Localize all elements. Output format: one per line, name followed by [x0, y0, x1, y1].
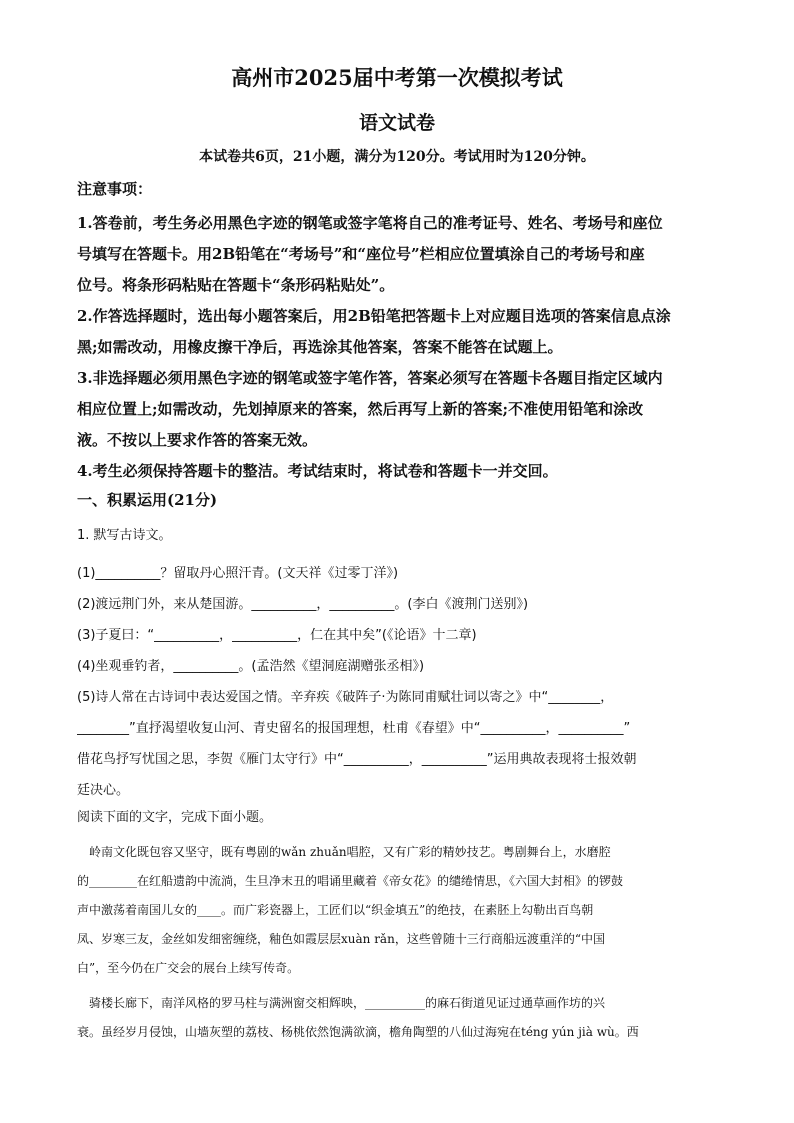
passage-line: 骑楼长廊下，南洋风格的罗马柱与满洲窗交相辉映，__________的麻石街道见证过通草画作坊的兴 — [89, 996, 606, 1010]
question-1 — [77, 522, 727, 806]
notes-heading: 注意事项： — [77, 180, 153, 198]
reading-passage — [77, 838, 727, 1047]
passage-line: 衰。虽经岁月侵蚀，山墙灰塑的荔枝、杨桃依然饱满欲滴，檐角陶塑的八仙过海宛在téng yún jià wù。西 — [77, 1025, 639, 1039]
passage-line: 岭南文化既包容又坚守，既有粤剧的wǎn zhuǎn唱腔，又有广彩的精妙技艺。粤剧舞台上，水磨腔 — [89, 845, 611, 859]
passage-line: 白”，至今仍在广交会的展台上续写传奇。 — [77, 961, 300, 975]
question-title: 1. 默写古诗文。 — [77, 528, 172, 543]
exam-subject: 语文试卷 — [358, 112, 435, 134]
notes-line: 位号。将条形码粘贴在答题卡“条形码粘贴处”。 — [77, 276, 395, 294]
reading-instruction: 阅读下面的文字，完成下面小题。 — [77, 810, 273, 825]
notes-line: 液。不按以上要求作答的答案无效。 — [77, 431, 318, 449]
notes-line: 2.作答选择题时，选出每小题答案后，用2B铅笔把答题卡上对应题目选项的答案信息点涂 — [77, 307, 671, 325]
passage-line: 凤、岁寒三友，金丝如发细密缠绕，釉色如霞层层xuàn rǎn，这些曾随十三行商船远渡重洋的“中国 — [77, 932, 605, 946]
exam-title: 高州市2025届中考第一次模拟考试 — [231, 65, 563, 90]
question-line: (5)诗人常在古诗词中表达爱国之情。辛弃疾《破阵子·为陈同甫赋壮词以寄之》中“________， — [77, 690, 614, 705]
question-line: ________”直抒渴望收复山河、青史留名的报国理想，杜甫《春望》中“__________，__________” — [77, 721, 631, 736]
question-line: 借花鸟抒写忧国之思，李贺《雁门太守行》中“__________，__________”运用典故表现将士报效朝 — [77, 752, 637, 767]
notes-line: 3.非选择题必须用黑色字迹的钢笔或签字笔作答，答案必须写在答题卡各题目指定区域内 — [77, 369, 663, 387]
notes-line: 1.答卷前，考生务必用黑色字迹的钢笔或签字笔将自己的准考证号、姓名、考场号和座位 — [77, 214, 663, 232]
question-line: (2)渡远荆门外，来从楚国游。__________，__________。(李白《渡荆门送别》) — [77, 597, 529, 612]
question-line: 廷决心。 — [77, 783, 130, 798]
notes-line: 号填写在答题卡。用2B铅笔在“考场号”和“座位号”栏相应位置填涂自己的考场号和座 — [77, 245, 645, 263]
question-line: (3)子夏曰：“__________，__________，仁在其中矣”(《论语》十二章) — [77, 628, 477, 643]
notes-section — [77, 178, 727, 487]
notes-line: 相应位置上;如需改动，先划掉原来的答案，然后再写上新的答案;不准使用铅笔和涂改 — [77, 400, 644, 418]
passage-line: 声中激荡着南国儿女的____。而广彩瓷器上，工匠们以“织金填五”的绝技，在素胚上勾勒出百鸟朝 — [77, 903, 594, 917]
exam-info: 本试卷共6页，21小题，满分为120分。考试用时为120分钟。 — [199, 149, 595, 165]
notes-line: 黑;如需改动，用橡皮擦干净后，再选涂其他答案，答案不能答在试题上。 — [77, 338, 563, 356]
question-line: (1)__________？留取丹心照汗青。(文天祥《过零丁洋》) — [77, 566, 399, 581]
passage-line: 的________在红船遗韵中流淌，生旦净末丑的唱诵里藏着《帝女花》的缱绻情思，《六国大封相》的锣鼓 — [77, 874, 624, 888]
section-heading: 一、积累运用(21分) — [77, 491, 218, 509]
notes-line: 4.考生必须保持答题卡的整洁。考试结束时，将试卷和答题卡一并交回。 — [77, 462, 558, 480]
question-line: (4)坐观垂钓者，__________。(孟浩然《望洞庭湖赠张丞相》) — [77, 659, 425, 674]
